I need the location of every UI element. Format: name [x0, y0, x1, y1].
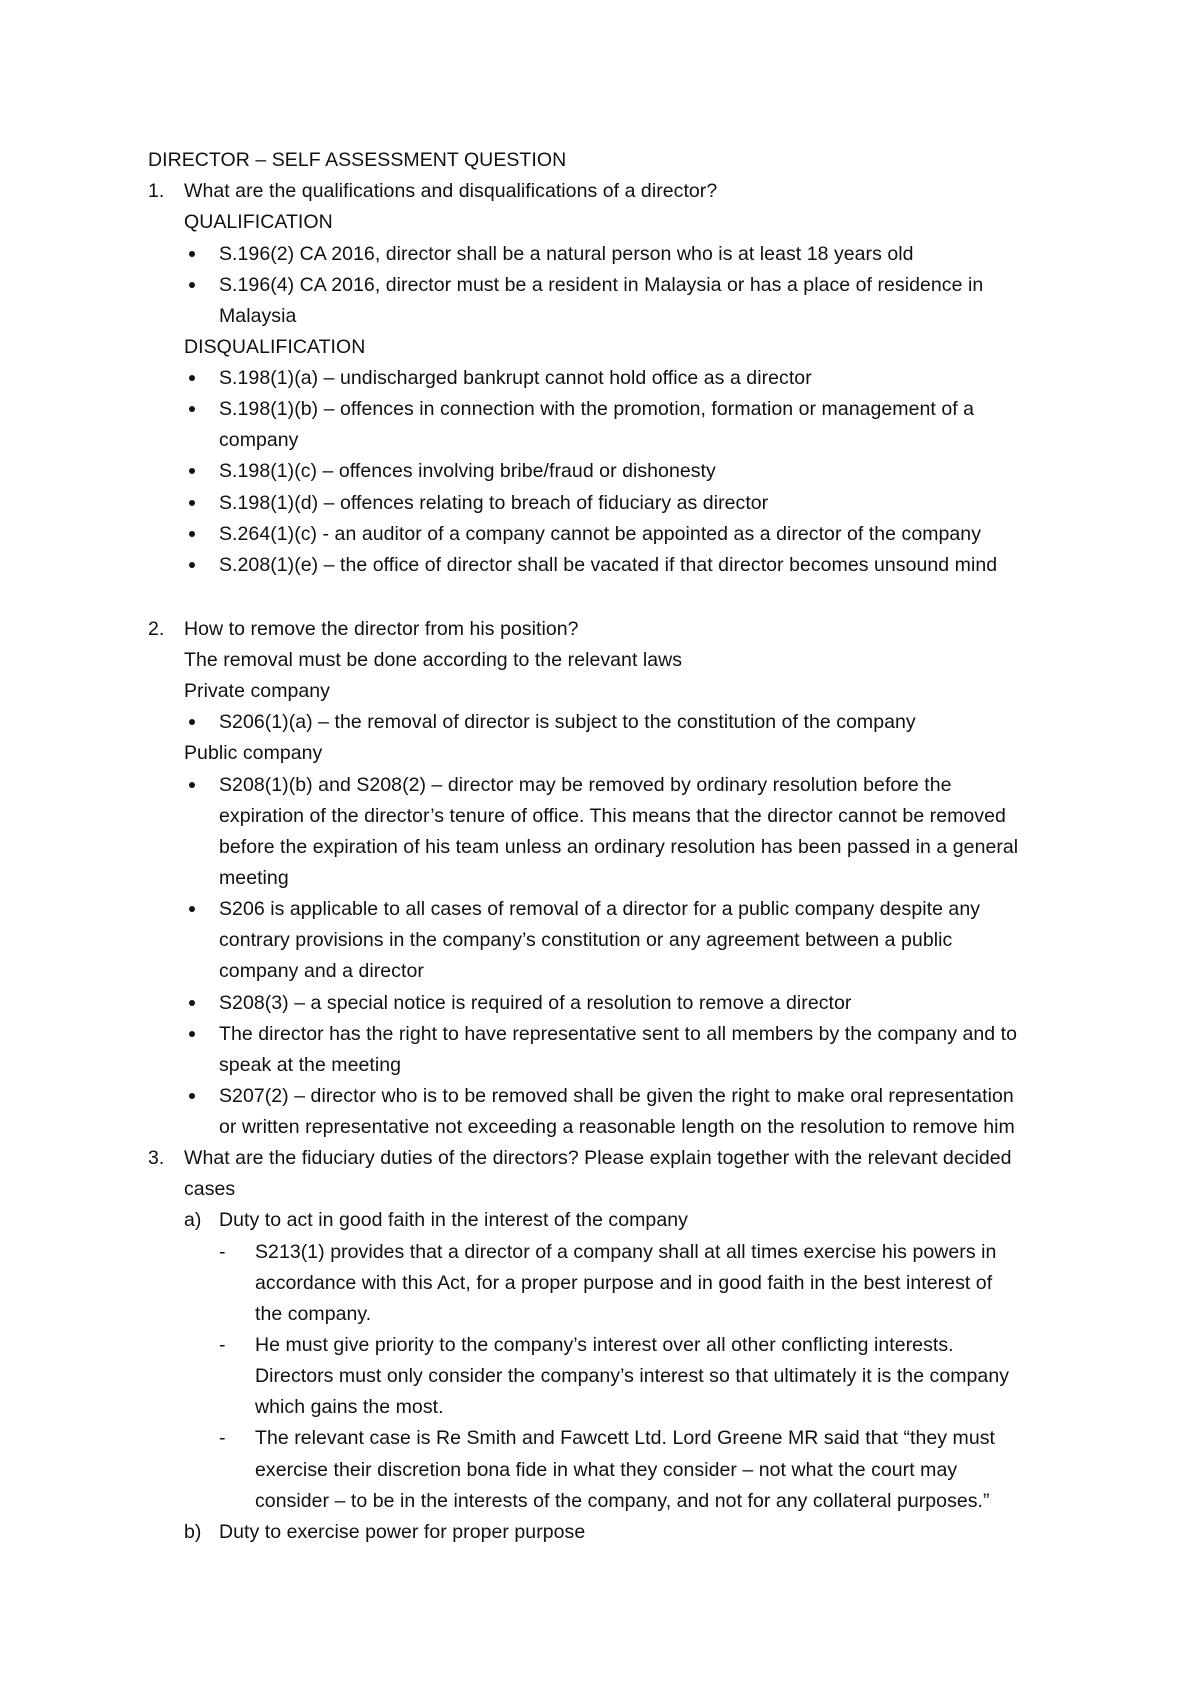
q2-intro: The removal must be done according to the relevant laws	[184, 649, 683, 671]
bullet-icon	[189, 1000, 195, 1006]
q1-disqualification-heading: DISQUALIFICATION	[184, 336, 366, 358]
q2-private-heading: Private company	[184, 680, 330, 702]
q2-public-item-4: The director has the right to have representative sent to all members by the company and to	[219, 1023, 1017, 1045]
q1-disqualification-item-3: S.198(1)(c) – offences involving bribe/fraud or dishonesty	[219, 460, 716, 482]
q1-qualification-item-1: S.196(2) CA 2016, director shall be a natural person who is at least 18 years old	[219, 243, 914, 265]
bullet-icon	[189, 282, 195, 288]
document-title: DIRECTOR – SELF ASSESSMENT QUESTION	[148, 149, 567, 171]
q2-public-item-5: S207(2) – director who is to be removed shall be given the right to make oral representation	[219, 1085, 1014, 1107]
q1-disqualification-item-6: S.208(1)(e) – the office of director shall be vacated if that director becomes unsound mind	[219, 554, 998, 576]
q3-a-point-3: The relevant case is Re Smith and Fawcett Ltd. Lord Greene MR said that “they must	[255, 1427, 996, 1449]
q1-disqualification-item-5: S.264(1)(c) - an auditor of a company cannot be appointed as a director of the company	[219, 523, 981, 545]
q1-qualification-item-2-cont: Malaysia	[219, 305, 297, 327]
q2-public-item-1-cont: meeting	[219, 867, 289, 889]
q2-public-item-1: S208(1)(b) and S208(2) – director may be removed by ordinary resolution before the	[219, 774, 952, 796]
q3-a-point-2: He must give priority to the company’s interest over all other conflicting interests.	[255, 1334, 954, 1356]
bullet-icon	[189, 782, 195, 788]
bullet-icon	[189, 500, 195, 506]
q3-a-point-1-cont: the company.	[255, 1303, 372, 1325]
q1-disqualification-item-1: S.198(1)(a) – undischarged bankrupt cannot hold office as a director	[219, 367, 812, 389]
q2-number: 2.	[148, 618, 165, 640]
q3-a-point-1-cont: accordance with this Act, for a proper purpose and in good faith in the best interest of	[255, 1272, 993, 1294]
q3-a-point-2-cont: which gains the most.	[255, 1396, 444, 1418]
q2-question: How to remove the director from his position?	[184, 618, 579, 640]
bullet-icon	[189, 906, 195, 912]
q3-item-a-label: a)	[184, 1209, 202, 1231]
bullet-icon	[189, 531, 195, 537]
bullet-icon	[189, 1031, 195, 1037]
dash-marker: -	[219, 1427, 226, 1449]
q1-number: 1.	[148, 180, 165, 202]
bullet-icon	[189, 406, 195, 412]
q3-a-point-1: S213(1) provides that a director of a company shall at all times exercise his powers in	[255, 1241, 997, 1263]
q2-public-item-4-cont: speak at the meeting	[219, 1054, 402, 1076]
q2-public-item-5-cont: or written representative not exceeding a reasonable length on the resolution to remove him	[219, 1116, 1015, 1138]
dash-marker: -	[219, 1334, 226, 1356]
q2-private-item-1: S206(1)(a) – the removal of director is subject to the constitution of the company	[219, 711, 916, 733]
q3-a-point-3-cont: exercise their discretion bona fide in what they consider – not what the court may	[255, 1459, 958, 1481]
q2-public-item-3: S208(3) – a special notice is required of a resolution to remove a director	[219, 992, 852, 1014]
bullet-icon	[189, 562, 195, 568]
q3-item-b-label: b)	[184, 1521, 202, 1543]
q1-qualification-item-2: S.196(4) CA 2016, director must be a resident in Malaysia or has a place of residence in	[219, 274, 984, 296]
q2-public-item-2: S206 is applicable to all cases of removal of a director for a public company despite any	[219, 898, 981, 920]
bullet-icon	[189, 468, 195, 474]
q1-qualification-heading: QUALIFICATION	[184, 211, 333, 233]
q3-number: 3.	[148, 1147, 165, 1169]
q3-question: What are the fiduciary duties of the directors? Please explain together with the relevant decided	[184, 1147, 1012, 1169]
q1-disqualification-item-4: S.198(1)(d) – offences relating to breach of fiduciary as director	[219, 492, 769, 514]
q3-question-cont: cases	[184, 1178, 236, 1200]
q1-disqualification-item-2: S.198(1)(b) – offences in connection with the promotion, formation or management of a	[219, 398, 975, 420]
q2-public-item-1-cont: expiration of the director’s tenure of office. This means that the director cannot be removed	[219, 805, 1006, 827]
dash-marker: -	[219, 1241, 226, 1263]
q3-item-a-heading: Duty to act in good faith in the interest of the company	[219, 1209, 688, 1231]
q1-question: What are the qualifications and disqualifications of a director?	[184, 180, 718, 202]
q2-public-item-2-cont: company and a director	[219, 960, 424, 982]
bullet-icon	[189, 251, 195, 257]
q3-a-point-3-cont: consider – to be in the interests of the company, and not for any collateral purposes.”	[255, 1490, 990, 1512]
q2-public-item-1-cont: before the expiration of his team unless an ordinary resolution has been passed in a general	[219, 836, 1019, 858]
q3-a-point-2-cont: Directors must only consider the company’s interest so that ultimately it is the company	[255, 1365, 1010, 1387]
q2-public-heading: Public company	[184, 742, 323, 764]
bullet-icon	[189, 1093, 195, 1099]
q1-disqualification-item-2-cont: company	[219, 429, 299, 451]
bullet-icon	[189, 375, 195, 381]
q2-public-item-2-cont: contrary provisions in the company’s constitution or any agreement between a public	[219, 929, 953, 951]
bullet-icon	[189, 719, 195, 725]
q3-item-b-heading: Duty to exercise power for proper purpose	[219, 1521, 586, 1543]
